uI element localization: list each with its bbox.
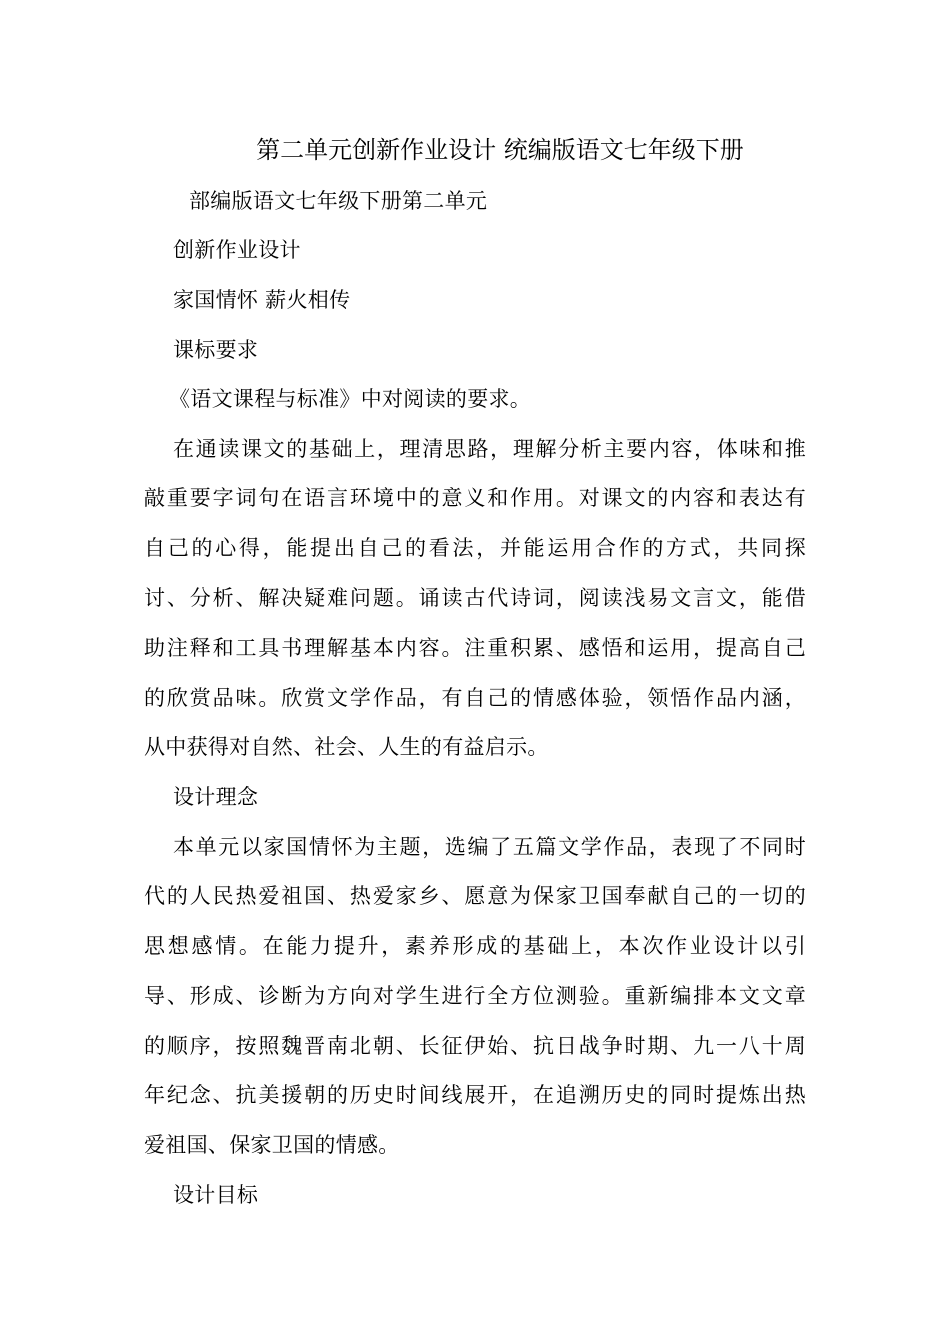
curriculum-paragraph-line: 助注释和工具书理解基本内容。注重积累、感悟和运用，提高自己 [144,636,806,660]
heading-innovative-design: 创新作业设计 [173,238,301,262]
document-title: 第二单元创新作业设计 统编版语文七年级下册 [256,136,744,164]
curriculum-intro: 《语文课程与标准》中对阅读的要求。 [169,387,532,411]
concept-paragraph-line: 导、形成、诊断为方向对学生进行全方位测验。重新编排本文文章 [144,984,806,1008]
concept-paragraph-line: 思想感情。在能力提升，素养形成的基础上，本次作业设计以引 [144,934,806,958]
curriculum-paragraph-line: 自己的心得，能提出自己的看法，并能运用合作的方式，共同探 [144,536,806,560]
concept-paragraph-line: 代的人民热爱祖国、热爱家乡、愿意为保家卫国奉献自己的一切的 [144,884,806,908]
curriculum-paragraph-line: 敲重要字词句在语言环境中的意义和作用。对课文的内容和表达有 [144,486,806,510]
section-heading-concept: 设计理念 [173,785,259,809]
concept-paragraph-line: 年纪念、抗美援朝的历史时间线展开，在追溯历史的同时提炼出热 [144,1083,806,1107]
concept-paragraph-line: 的顺序，按照魏晋南北朝、长征伊始、抗日战争时期、九一八十周 [144,1034,806,1058]
curriculum-paragraph-line: 在通读课文的基础上，理清思路，理解分析主要内容，体味和推 [173,437,806,461]
document-subtitle: 部编版语文七年级下册第二单元 [189,189,488,213]
curriculum-paragraph-line: 的欣赏品味。欣赏文学作品，有自己的情感体验，领悟作品内涵， [144,686,806,710]
section-heading-goals: 设计目标 [173,1183,259,1207]
theme-line: 家国情怀 薪火相传 [173,288,351,312]
concept-paragraph-line: 爱祖国、保家卫国的情感。 [144,1133,400,1157]
section-heading-curriculum: 课标要求 [173,338,259,362]
concept-paragraph-line: 本单元以家国情怀为主题，选编了五篇文学作品，表现了不同时 [173,835,806,859]
curriculum-paragraph-line: 讨、分析、解决疑难问题。诵读古代诗词，阅读浅易文言文，能借 [144,586,806,610]
curriculum-paragraph-line: 从中获得对自然、社会、人生的有益启示。 [144,735,549,759]
